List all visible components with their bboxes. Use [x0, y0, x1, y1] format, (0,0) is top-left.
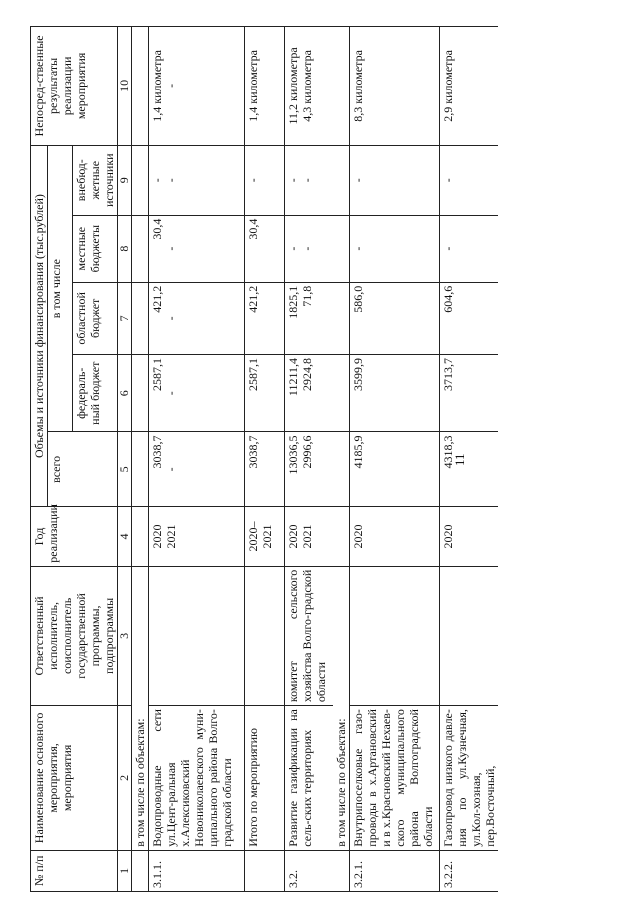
- row-regional: 421,2: [245, 282, 285, 354]
- column-index: 3: [118, 566, 132, 705]
- table-row: [349, 27, 439, 892]
- column-index-row: [118, 27, 132, 892]
- subheading: в том числе по объектам:: [333, 566, 350, 850]
- table-row: [285, 27, 333, 892]
- table-row: [245, 27, 285, 892]
- row-offbudget: -: [245, 145, 285, 215]
- header-local: местные бюджеты: [73, 215, 118, 282]
- column-index: 9: [118, 145, 132, 215]
- row-executor: комитет сельского хозяйства Волго-градской области: [285, 566, 333, 705]
- subheading: в том числе по объектам:: [132, 566, 149, 850]
- header-results: Непосред-ственные результаты реализации мероприятия: [31, 27, 118, 146]
- page-number: 11: [452, 453, 467, 466]
- row-offbudget: -: [439, 145, 498, 215]
- header-federal: федераль-ный бюджет: [73, 355, 118, 432]
- row-number: 3.1.1.: [149, 850, 245, 891]
- row-federal: 11211,4: [286, 358, 300, 397]
- row-name: Водопроводные сети ул.Цент-ральная х.Алексиковский Новониколаевского муни-ципального района Волго-градской области: [149, 706, 245, 851]
- row-year: 2021: [300, 524, 314, 549]
- row-local: 30,4: [245, 215, 285, 282]
- row-result: 1,4 километра: [150, 50, 164, 122]
- row-federal: -: [164, 391, 178, 396]
- row-local: -: [349, 215, 439, 282]
- row-federal: 2587,1: [245, 355, 285, 432]
- row-total: 3038,7: [150, 435, 164, 469]
- row-year: 2020–2021: [245, 507, 285, 566]
- row-local: 30,4: [150, 218, 164, 240]
- row-regional: -: [164, 316, 178, 321]
- row-total: 4318,3: [439, 432, 498, 507]
- row-year: 2020: [439, 507, 498, 566]
- header-offbudget: внебюд-жетные источники: [73, 145, 118, 215]
- row-year: 2020: [286, 524, 300, 549]
- row-federal: 2924,8: [300, 358, 314, 391]
- program-table: [30, 26, 498, 892]
- row-year: 2021: [164, 524, 178, 549]
- row-year: 2020: [150, 524, 164, 549]
- row-regional: 1825,1: [286, 285, 300, 319]
- row-offbudget: -: [349, 145, 439, 215]
- column-index: 10: [118, 27, 132, 146]
- row-name: Газопровод низкого давле-ния по ул.Кузнечная, ул.Кол-хозная, пер.Восточный,: [439, 706, 498, 851]
- row-regional: 604,6: [439, 282, 498, 354]
- table-row: [439, 27, 498, 892]
- header-name: Наименование основного мероприятия, мероприятия: [31, 706, 118, 851]
- header-executor: Ответственный исполнитель, соисполнитель государственной программы, подпрограммы: [31, 566, 118, 705]
- header-row-1: [31, 27, 48, 892]
- row-offbudget: -: [300, 178, 314, 183]
- row-offbudget: -: [286, 178, 300, 183]
- row-local: -: [286, 246, 300, 251]
- column-index: 8: [118, 215, 132, 282]
- row-number: 3.2.: [285, 850, 333, 891]
- row-federal: 2587,1: [150, 358, 164, 391]
- header-including: в том числе: [48, 145, 73, 432]
- row-local: -: [439, 215, 498, 282]
- row-total: 4185,9: [349, 432, 439, 507]
- row-regional: 421,2: [150, 285, 164, 313]
- row-total: 2996,6: [300, 435, 314, 469]
- row-total: 3038,7: [245, 432, 285, 507]
- header-financing: Объемы и источники финансирования (тыс.рублей): [31, 145, 48, 507]
- table-row: [333, 27, 350, 892]
- row-result: -: [164, 83, 178, 88]
- row-regional: 586,0: [349, 282, 439, 354]
- row-offbudget: -: [164, 178, 178, 183]
- row-name: Развитие газификации на сель-ских территориях: [285, 706, 333, 851]
- header-num: № п/п: [31, 850, 118, 891]
- column-index: 5: [118, 432, 132, 507]
- row-offbudget: -: [150, 178, 164, 183]
- row-name: Итого по мероприятию: [245, 706, 285, 851]
- column-index: 2: [118, 706, 132, 851]
- row-number: 3.2.2.: [439, 850, 498, 891]
- row-federal: 3599,9: [349, 355, 439, 432]
- header-year: Год реализации: [31, 507, 118, 566]
- row-result: 1,4 километра: [245, 27, 285, 146]
- column-index: 7: [118, 282, 132, 354]
- table-row: [132, 27, 149, 892]
- row-regional: 71,8: [300, 285, 314, 307]
- row-total: 13036,5: [286, 435, 300, 475]
- header-regional: областной бюджет: [73, 282, 118, 354]
- row-total: -: [164, 467, 178, 472]
- row-result: 4,3 километра: [300, 50, 314, 122]
- row-federal: 3713,7: [439, 355, 498, 432]
- row-local: -: [300, 246, 314, 251]
- row-result: 11,2 километра: [286, 47, 300, 125]
- row-local: -: [164, 246, 178, 251]
- row-result: 8,3 километра: [349, 27, 439, 146]
- column-index: 4: [118, 507, 132, 566]
- header-total: всего: [48, 432, 118, 507]
- row-year: 2020: [349, 507, 439, 566]
- column-index: 6: [118, 355, 132, 432]
- row-number: 3.2.1.: [349, 850, 439, 891]
- row-name: Внутрипоселковые газо-проводы в х.Артановский и в х.Красновский Нехаев-ского муниципального района Волгоградской области: [349, 706, 439, 851]
- table-row: [149, 27, 245, 892]
- column-index: 1: [118, 850, 132, 891]
- row-result: 2,9 километра: [439, 27, 498, 146]
